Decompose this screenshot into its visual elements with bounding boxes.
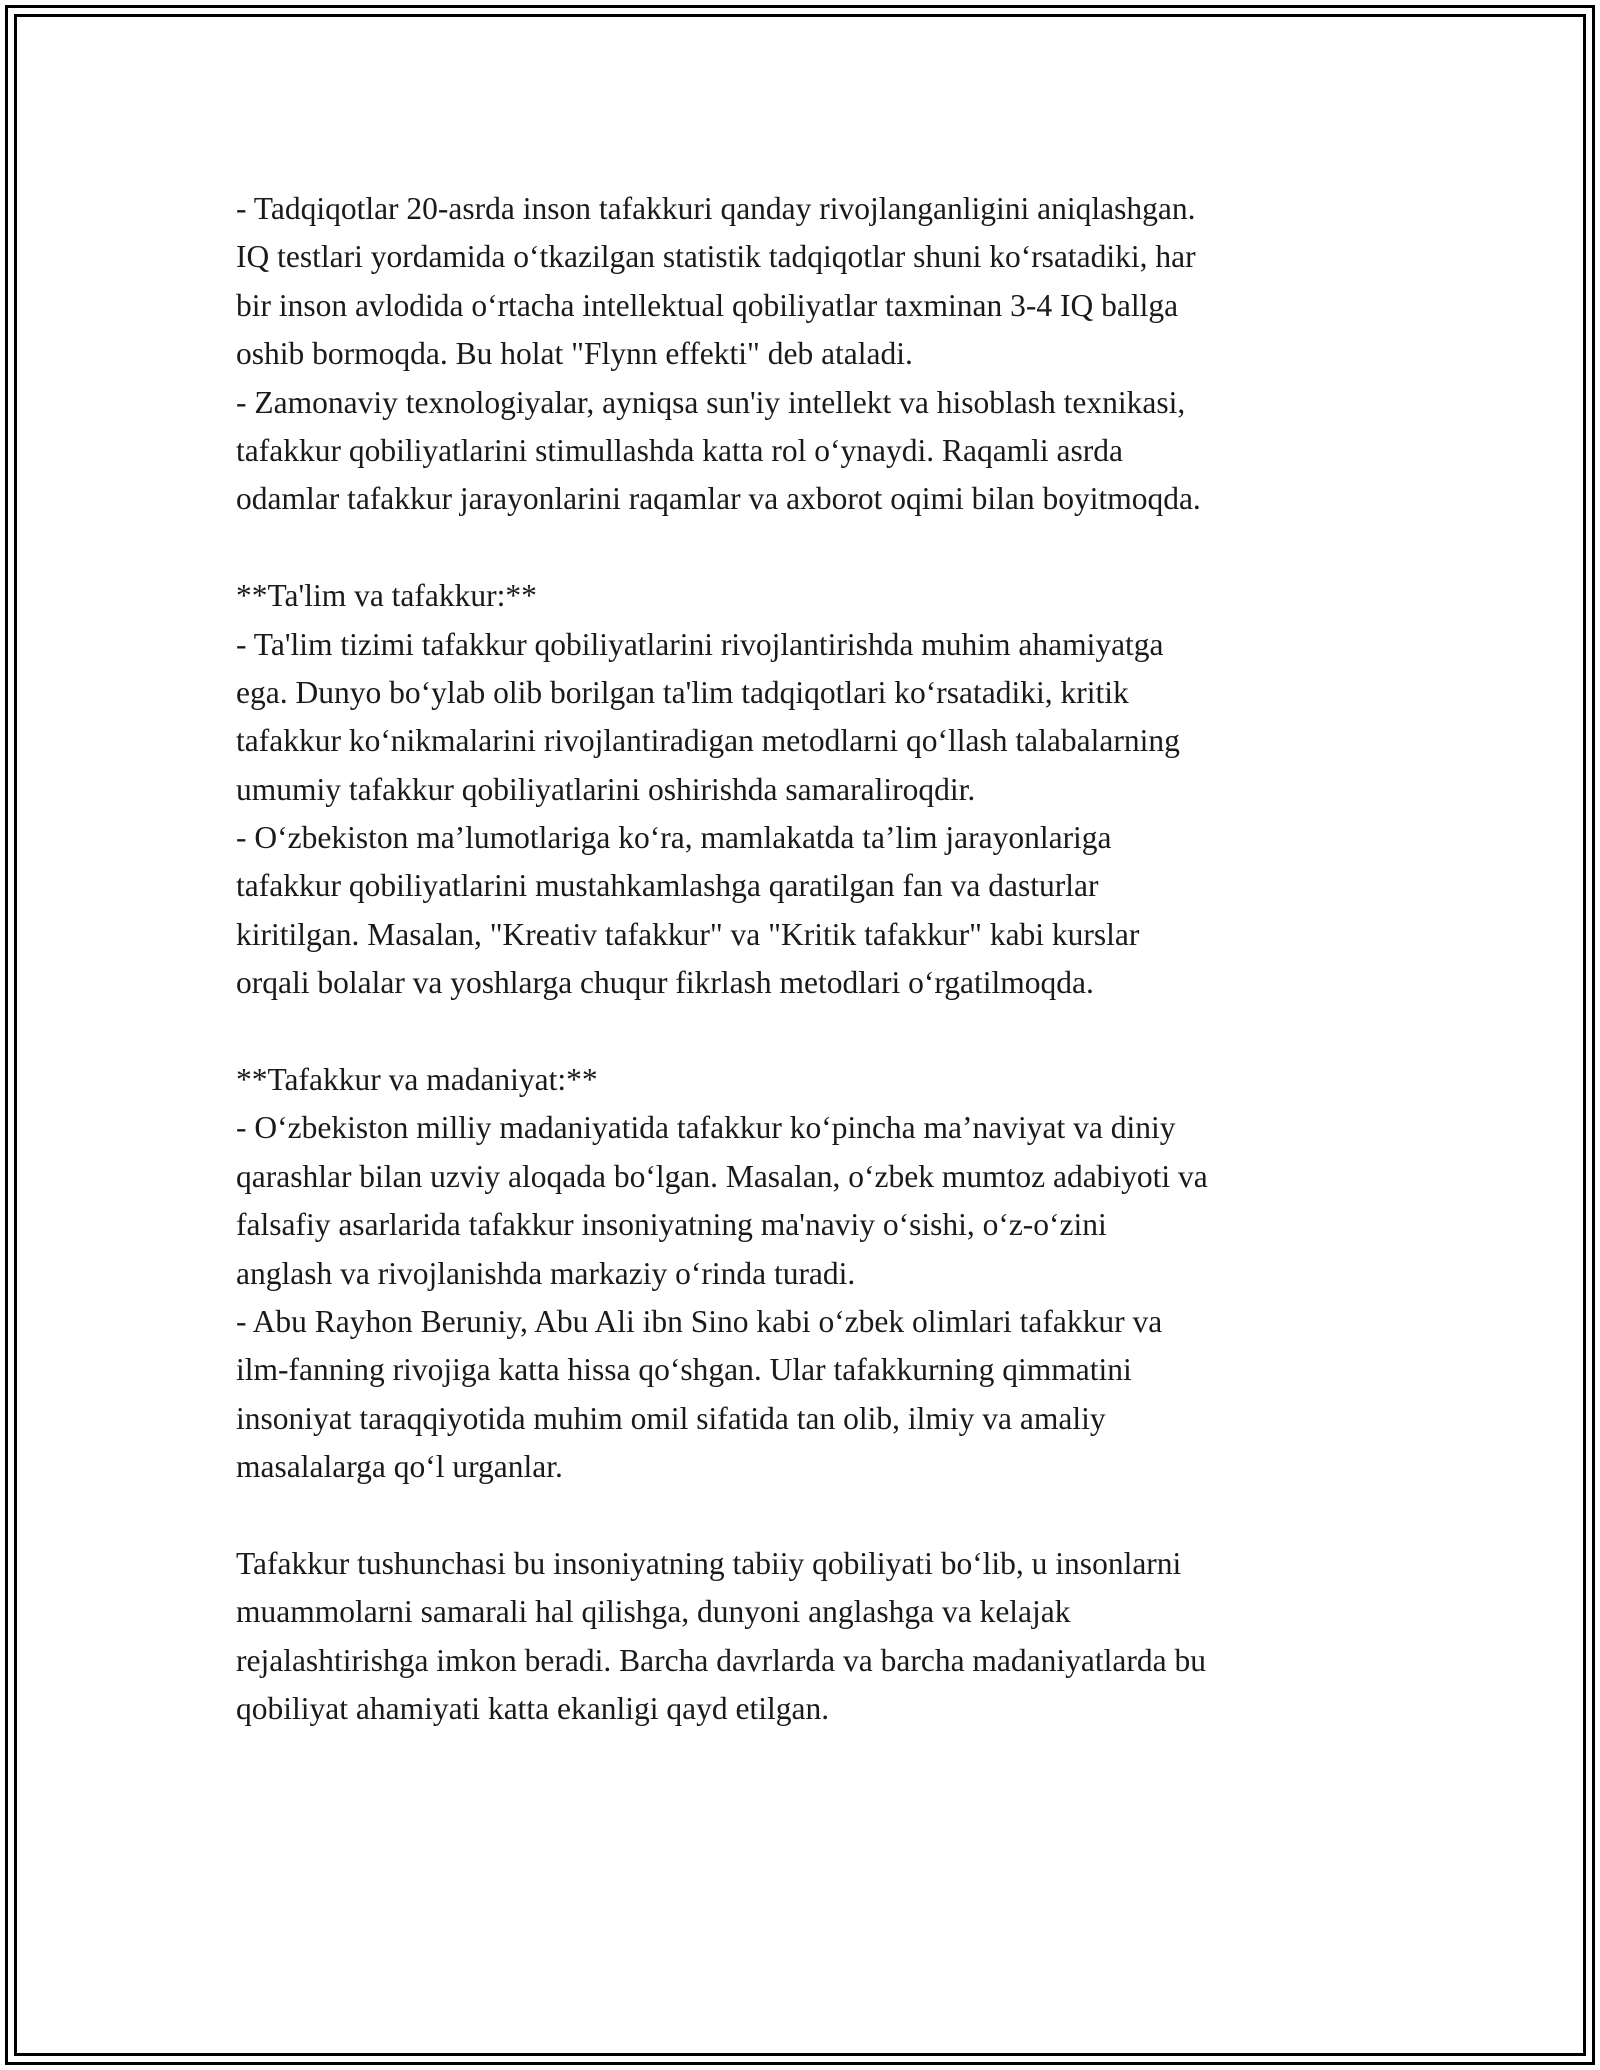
text-line: orqali bolalar va yoshlarga chuqur fikrlash metodlari o‘rgatilmoqda. xyxy=(236,965,1094,1001)
section-heading: **Tafakkur va madaniyat:** xyxy=(236,1062,598,1098)
text-line: odamlar tafakkur jarayonlarini raqamlar va axborot oqimi bilan boyitmoqda. xyxy=(236,481,1201,517)
text-line: umumiy tafakkur qobiliyatlarini oshirishda samaraliroqdir. xyxy=(236,771,976,807)
blank-line xyxy=(236,1008,1386,1056)
text-line: - Tadqiqotlar 20-asrda inson tafakkuri qanday rivojlanganligini aniqlashgan. xyxy=(236,191,1196,226)
text-line: anglash va rivojlanishda markaziy o‘rinda turadi. xyxy=(236,1255,856,1291)
text-line: bir inson avlodida o‘rtacha intellektual qobiliyatlar taxminan 3-4 IQ ballga xyxy=(236,287,1179,323)
text-line: tafakkur ko‘nikmalarini rivojlantiradigan metodlarni qo‘llash talabalarning xyxy=(236,723,1180,759)
text-line: tafakkur qobiliyatlarini stimullashda katta rol o‘ynaydi. Raqamli asrda xyxy=(236,432,1124,468)
text-line: ega. Dunyo bo‘ylab olib borilgan ta'lim tadqiqotlari ko‘rsatadiki, kritik xyxy=(236,674,1129,710)
text-line: - O‘zbekiston ma’lumotlariga ko‘ra, mamlakatda ta’lim jarayonlariga xyxy=(236,820,1112,856)
text-line: muammolarni samarali hal qilishga, dunyoni anglashga va kelajak xyxy=(236,1594,1071,1630)
blank-line xyxy=(236,1492,1386,1540)
text-line: - Ta'lim tizimi tafakkur qobiliyatlarini rivojlantirishda muhim ahamiyatga xyxy=(236,626,1164,662)
text-line: - Zamonaviy texnologiyalar, ayniqsa sun'iy intellekt va hisoblash texnikasi, xyxy=(236,384,1186,420)
section-heading: **Ta'lim va tafakkur:** xyxy=(236,578,537,614)
text-line: oshib bormoqda. Bu holat "Flynn effekti" deb ataladi. xyxy=(236,336,913,372)
text-line: IQ testlari yordamida o‘tkazilgan statistik tadqiqotlar shuni ko‘rsatadiki, har xyxy=(236,239,1196,275)
text-line: - Abu Rayhon Beruniy, Abu Ali ibn Sino kabi o‘zbek olimlari tafakkur va xyxy=(236,1303,1163,1339)
text-line: falsafiy asarlarida tafakkur insoniyatning ma'naviy o‘sishi, o‘z-o‘zini xyxy=(236,1207,1107,1243)
text-line: ilm-fanning rivojiga katta hissa qo‘shgan. Ular tafakkurning qimmatini xyxy=(236,1352,1132,1388)
text-line: masalalarga qo‘l urganlar. xyxy=(236,1449,563,1485)
text-line: Tafakkur tushunchasi bu insoniyatning tabiiy qobiliyati bo‘lib, u insonlarni xyxy=(236,1545,1182,1581)
text-line: insoniyat taraqqiyotida muhim omil sifatida tan olib, ilmiy va amaliy xyxy=(236,1400,1106,1436)
document-body xyxy=(236,185,1386,1734)
text-line: kiritilgan. Masalan, "Kreativ tafakkur" va "Kritik tafakkur" kabi kurslar xyxy=(236,916,1140,952)
text-line: qobiliyat ahamiyati katta ekanligi qayd etilgan. xyxy=(236,1691,830,1727)
blank-line xyxy=(236,524,1386,572)
text-line: qarashlar bilan uzviy aloqada bo‘lgan. Masalan, o‘zbek mumtoz adabiyoti va xyxy=(236,1158,1208,1194)
text-line: - O‘zbekiston milliy madaniyatida tafakkur ko‘pincha ma’naviyat va diniy xyxy=(236,1110,1176,1146)
text-line: tafakkur qobiliyatlarini mustahkamlashga qaratilgan fan va dasturlar xyxy=(236,868,1099,904)
text-line: rejalashtirishga imkon beradi. Barcha davrlarda va barcha madaniyatlarda bu xyxy=(236,1642,1206,1678)
